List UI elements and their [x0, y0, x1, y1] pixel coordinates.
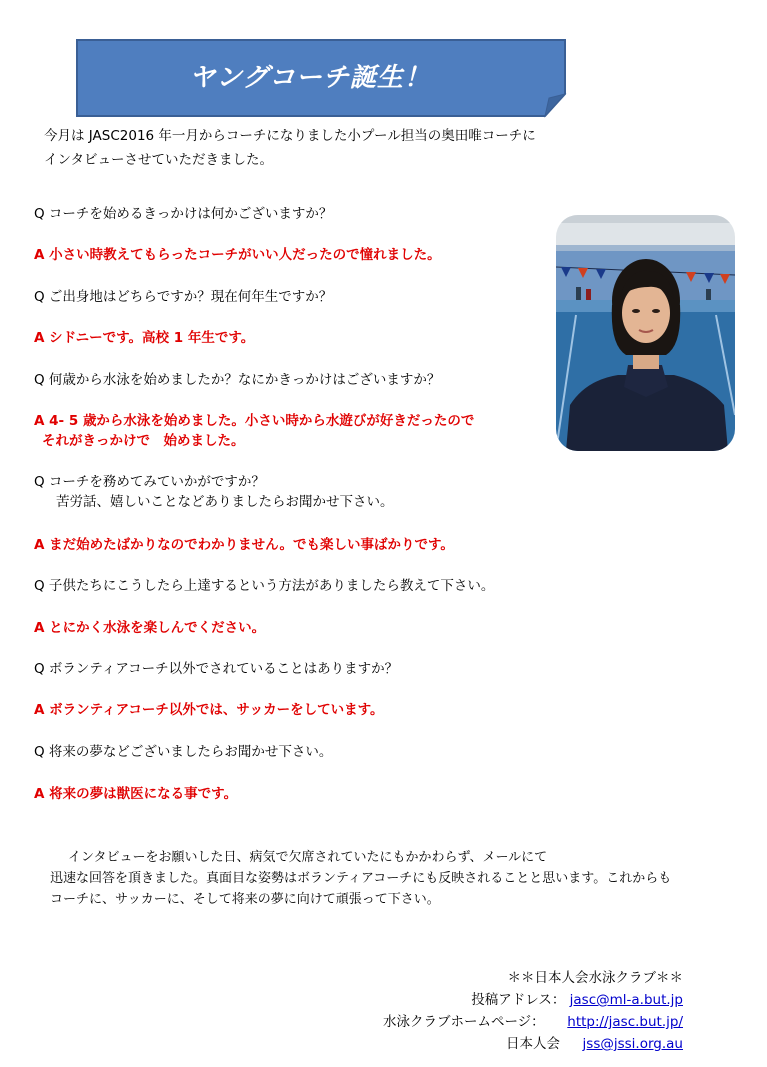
answer-2: A シドニーです。高校 1 年生です。	[34, 330, 255, 346]
closing-line: インタビューをお願いした日、病気で欠席されていたにもかかわらず、メールにて	[68, 850, 548, 865]
association-label: 日本人会	[505, 1036, 560, 1052]
answer-5: A とにかく水泳を楽しんでください。	[34, 620, 266, 636]
post-address-row	[383, 989, 683, 1011]
question-6: Q ボランティアコーチ以外でされていることはありますか？	[34, 661, 399, 677]
post-address-label: 投稿アドレス：	[471, 992, 566, 1008]
coach-photo	[556, 215, 735, 451]
answer-3-line-2: それがきっかけで 始めました。	[42, 433, 245, 449]
answer-6: A ボランティアコーチ以外では、サッカーをしています。	[34, 702, 384, 718]
club-name: ＊＊日本人会水泳クラブ＊＊	[507, 970, 683, 986]
answer-4: A まだ始めたばかりなのでわかりません。でも楽しい事ばかりです。	[34, 537, 454, 553]
question-4-line-2: 苦労話、嬉しいことなどありましたらお聞かせ下さい。	[56, 494, 394, 510]
homepage-label: 水泳クラブホームページ：	[382, 1014, 545, 1030]
question-1: Q コーチを始めるきっかけは何かございますか？	[34, 206, 333, 222]
answer-3	[34, 411, 474, 451]
homepage-row	[383, 1011, 683, 1033]
homepage-link[interactable]: http://jasc.but.jp/	[567, 1014, 683, 1030]
title-banner	[75, 38, 567, 116]
answer-7: A 将来の夢は獣医になる事です。	[34, 786, 238, 802]
closing-text	[44, 847, 724, 910]
coach-photo-illustration	[556, 215, 735, 451]
question-5: Q 子供たちにこうしたら上達するという方法がありましたら教えて下さい。	[34, 578, 495, 594]
question-2: Q ご出身地はどちらですか？現在何年生ですか？	[34, 289, 333, 305]
post-email-link[interactable]: jasc@ml-a.but.jp	[569, 992, 683, 1008]
question-7: Q 将来の夢などございましたらお聞かせ下さい。	[34, 744, 333, 760]
contact-footer	[383, 967, 683, 1055]
page-title: ヤングコーチ誕生！	[189, 62, 431, 93]
closing-line: コーチに、サッカーに、そして将来の夢に向けて頑張って下さい。	[50, 892, 440, 907]
intro-text	[44, 124, 684, 172]
intro-line: インタビューさせていただきました。	[44, 152, 273, 168]
answer-3-line-1: A 4- 5 歳から水泳を始めました。小さい時から水遊びが好きだったので	[34, 413, 475, 429]
question-4	[34, 472, 394, 512]
question-3: Q 何歳から水泳を始めましたか？なにかきっかけはございますか？	[34, 372, 441, 388]
closing-line: 迅速な回答を頂きました。真面目な姿勢はボランティアコーチにも反映されることと思います。これからも	[50, 871, 672, 886]
intro-line: 今月は JASC2016 年一月からコーチになりました小プール担当の奥田唯コーチに	[44, 128, 536, 144]
question-4-line-1: Q コーチを務めてみていかがですか？	[34, 474, 265, 490]
association-row	[383, 1033, 683, 1055]
association-email-link[interactable]: jss@jssi.org.au	[582, 1036, 683, 1052]
answer-1: A 小さい時教えてもらったコーチがいい人だったので憧れました。	[34, 247, 441, 263]
